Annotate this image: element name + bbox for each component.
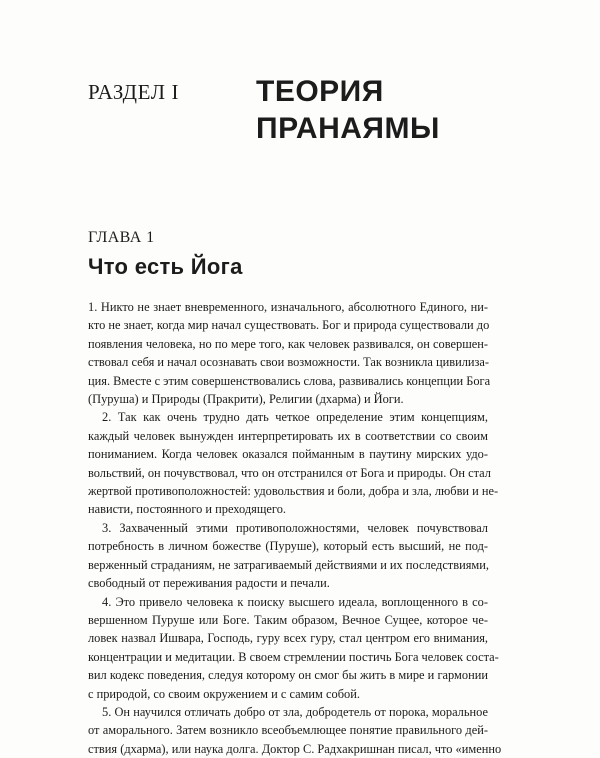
text-line: вольствий, он почувствовал, что он отстранился от Бога и природы. Он стал — [88, 465, 491, 480]
text-line: (Пуруша) и Природы (Пракрити), Религии (дхарма) и Йоги. — [88, 392, 404, 407]
text-line: жертвой противоположностей: удовольствия и боли, добра и зла, любви и не- — [88, 484, 499, 499]
section-title-line: ПРАНАЯМЫ — [256, 112, 440, 145]
chapter-label: ГЛАВА 1 — [88, 229, 155, 246]
text-line: ловек назвал Ишвара, Господь, гуру всех гуру, стал центром его внимания, — [88, 631, 488, 646]
text-line: каждый человек вынужден интерпретировать их в соответствии со своим — [88, 428, 488, 443]
text-line: потребность в личном божестве (Пуруше), который есть высший, не под- — [88, 539, 488, 554]
text-line: концентрации и медитации. В своем стремлении постичь Бога человек соста- — [88, 649, 499, 664]
section-title-line: ТЕОРИЯ — [256, 75, 384, 108]
text-line: ствия (дхарма), или наука долга. Доктор С. Радхакришнан писал, что «именно — [88, 741, 502, 756]
section-title — [256, 73, 440, 147]
text-line: с природой, со своим окружением и с самим собой. — [88, 686, 360, 701]
text-line: нависти, постоянного и преходящего. — [88, 502, 286, 517]
text-line: кто не знает, когда мир начал существовать. Бог и природа существовали до — [88, 318, 490, 333]
text-line: вершенном Пуруше или Боге. Таким образом, Вечное Сущее, которое че- — [88, 612, 488, 627]
text-line: ция. Вместе с этим совершенствовались слова, развивались концепции Бога — [88, 373, 491, 388]
text-line: 2. Так как очень трудно дать четкое определение этим концепциям, — [102, 410, 488, 425]
text-line: вил кодекс поведения, следуя которому он смог бы жить в мире и гармонии — [88, 668, 488, 683]
text-line: 3. Захваченный этими противоположностями, человек почувствовал — [102, 520, 488, 535]
chapter-body-text — [88, 298, 502, 758]
text-line: пониманием. Когда человек оказался пойманным в паутину мирских удо- — [88, 447, 488, 462]
text-line: свободный от переживания радости и печали. — [88, 576, 330, 591]
text-line: появления человека, но по мере того, как человек развивался, он совершен- — [88, 336, 488, 351]
text-line: 1. Никто не знает вневременного, изначального, абсолютного Единого, ни- — [88, 300, 488, 314]
text-line: верженный страданиям, не затрагиваемый действиями и их последствиями, — [88, 557, 489, 572]
text-line: 5. Он научился отличать добро от зла, добродетель от порока, моральное — [102, 704, 488, 719]
text-line: от аморального. Затем возникло всеобъемлющее понятие правильного дей- — [88, 723, 488, 738]
section-label: РАЗДЕЛ I — [88, 80, 180, 104]
text-line: ствовал себя и начал осознавать свои возможности. Так возникла цивилиза- — [88, 355, 490, 370]
chapter-title: Что есть Йога — [88, 254, 243, 279]
text-line: 4. Это привело человека к поиску высшего идеала, воплощенного в со- — [102, 594, 488, 609]
